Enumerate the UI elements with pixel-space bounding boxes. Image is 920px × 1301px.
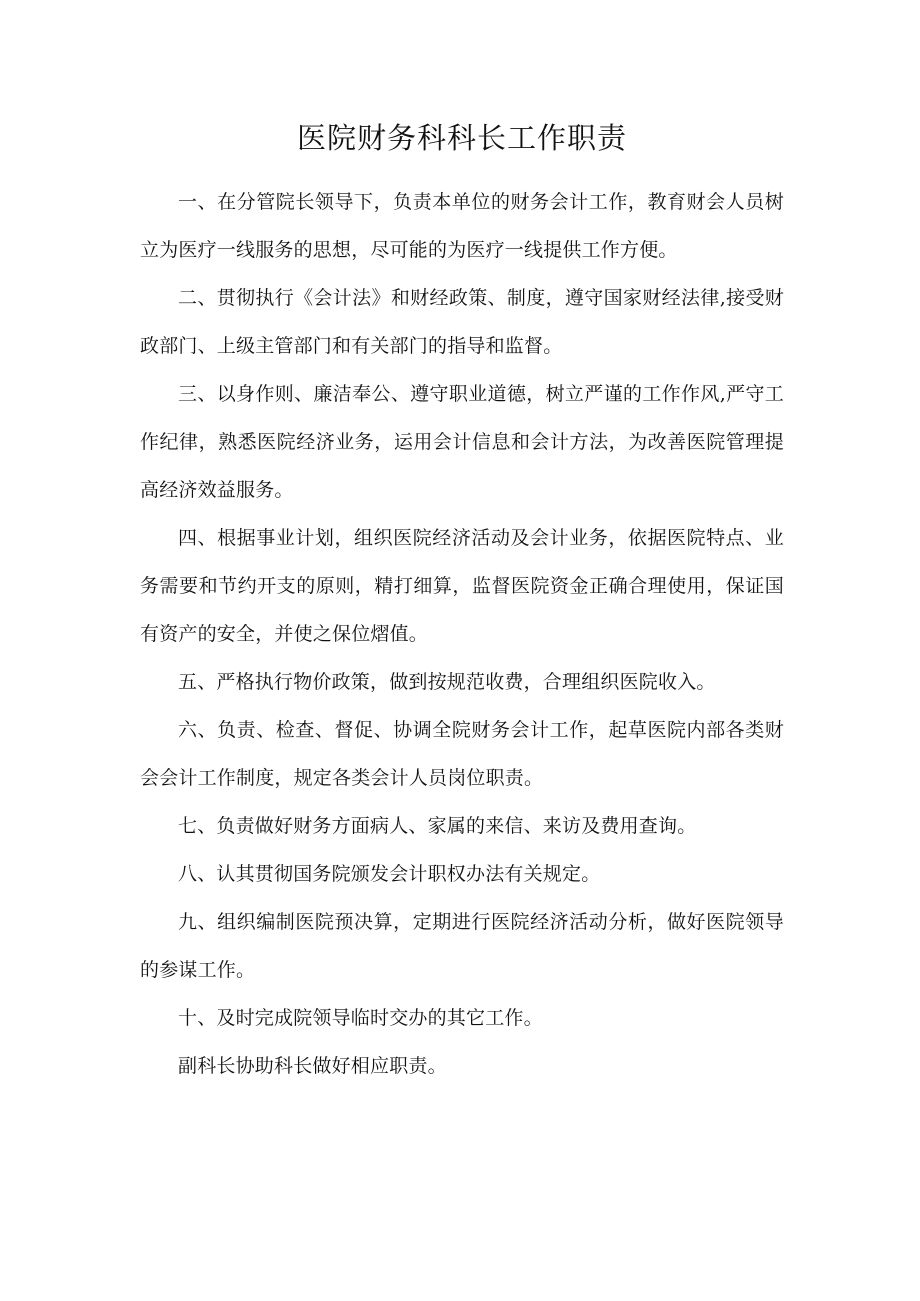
duty-paragraph-5: 五、严格执行物价政策，做到按规范收费，合理组织医院收入。 (178, 671, 716, 693)
duty-paragraph-9: 九、组织编制医院预决算，定期进行医院经济活动分析，做好医院领导的参谋工作。 (140, 911, 784, 981)
duty-paragraph-4: 四、根据事业计划，组织医院经济活动及会计业务，依据医院特点、业务需要和节约开支的原则，精打细算，监督医院资金正确合理使用，保证国有资产的安全，并使之保位熠值。 (140, 527, 784, 645)
duty-paragraph-8: 八、认其贯彻国务院颁发会计职权办法有关规定。 (178, 863, 601, 885)
duty-paragraph-3: 三、以身作则、廉洁奉公、遵守职业道德，树立严谨的工作作风,严守工作纪律，熟悉医院经济业务，运用会计信息和会计方法，为改善医院管理提高经济效益服务。 (140, 383, 784, 501)
duty-paragraph-1: 一、在分管院长领导下，负责本单位的财务会计工作，教育财会人员树立为医疗一线服务的思想，尽可能的为医疗一线提供工作方便。 (140, 191, 784, 261)
duty-paragraph-2: 二、贯彻执行《会计法》和财经政策、制度，遵守国家财经法律,接受财政部门、上级主管部门和有关部门的指导和监督。 (140, 287, 784, 357)
deputy-note-paragraph: 副科长协助科长做好相应职责。 (178, 1055, 447, 1077)
duty-paragraph-10: 十、及时完成院领导临时交办的其它工作。 (178, 1007, 543, 1029)
document-title: 医院财务科科长工作职责 (296, 121, 627, 155)
duty-paragraph-7: 七、负责做好财务方面病人、家属的来信、来访及费用查询。 (178, 815, 697, 837)
duty-paragraph-6: 六、负责、检查、督促、协调全院财务会计工作，起草医院内部各类财会会计工作制度，规定各类会计人员岗位职责。 (140, 719, 784, 789)
